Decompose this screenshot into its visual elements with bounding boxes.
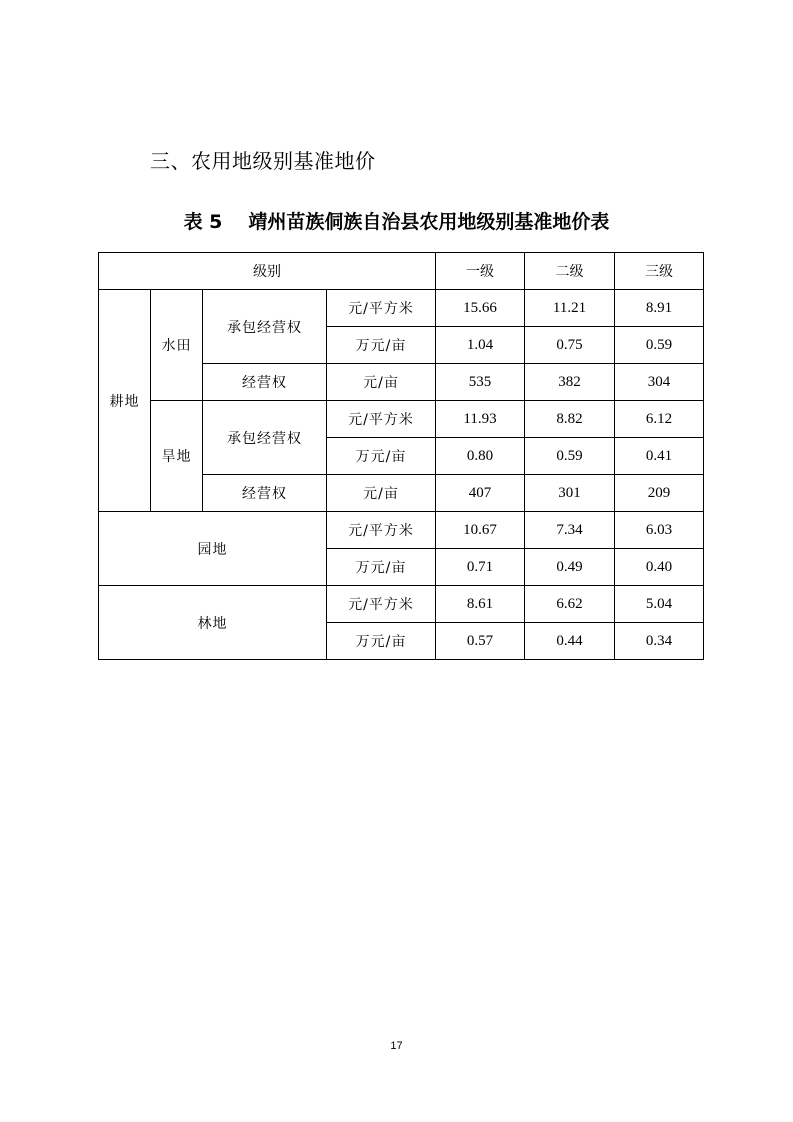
land-price-table bbox=[98, 252, 704, 660]
price-grade-1: 535 bbox=[436, 364, 525, 401]
price-grade-1: 0.71 bbox=[436, 549, 525, 586]
price-grade-2: 0.44 bbox=[525, 623, 615, 660]
unit-cell: 万元/亩 bbox=[327, 549, 436, 586]
price-grade-3: 209 bbox=[615, 475, 704, 512]
subcategory-handi: 旱地 bbox=[151, 401, 203, 512]
header-category: 级别 bbox=[99, 253, 436, 290]
section-heading: 三、农用地级别基准地价 bbox=[150, 149, 376, 173]
table-header-row bbox=[99, 253, 704, 290]
price-grade-2: 0.49 bbox=[525, 549, 615, 586]
price-grade-3: 304 bbox=[615, 364, 704, 401]
price-grade-1: 8.61 bbox=[436, 586, 525, 623]
price-grade-3: 0.34 bbox=[615, 623, 704, 660]
price-grade-3: 5.04 bbox=[615, 586, 704, 623]
price-grade-1: 15.66 bbox=[436, 290, 525, 327]
unit-cell: 元/平方米 bbox=[327, 401, 436, 438]
price-grade-3: 6.12 bbox=[615, 401, 704, 438]
table-caption bbox=[0, 208, 793, 236]
category-yuandi: 园地 bbox=[99, 512, 327, 586]
price-grade-3: 8.91 bbox=[615, 290, 704, 327]
table-row bbox=[99, 586, 704, 623]
right-type-chengbao: 承包经营权 bbox=[203, 290, 327, 364]
price-grade-1: 0.80 bbox=[436, 438, 525, 475]
price-grade-1: 407 bbox=[436, 475, 525, 512]
unit-cell: 元/亩 bbox=[327, 364, 436, 401]
price-grade-2: 0.59 bbox=[525, 438, 615, 475]
price-grade-1: 1.04 bbox=[436, 327, 525, 364]
unit-cell: 万元/亩 bbox=[327, 623, 436, 660]
table-caption-title: 靖州苗族侗族自治县农用地级别基准地价表 bbox=[248, 211, 610, 233]
price-grade-2: 0.75 bbox=[525, 327, 615, 364]
price-grade-3: 6.03 bbox=[615, 512, 704, 549]
right-type-jingying: 经营权 bbox=[203, 364, 327, 401]
price-grade-3: 0.40 bbox=[615, 549, 704, 586]
header-grade-2: 二级 bbox=[525, 253, 615, 290]
subcategory-shuitian: 水田 bbox=[151, 290, 203, 401]
header-grade-3: 三级 bbox=[615, 253, 704, 290]
price-grade-2: 382 bbox=[525, 364, 615, 401]
header-grade-1: 一级 bbox=[436, 253, 525, 290]
price-grade-3: 0.59 bbox=[615, 327, 704, 364]
right-type-chengbao: 承包经营权 bbox=[203, 401, 327, 475]
table-row bbox=[99, 512, 704, 549]
table-row bbox=[99, 401, 704, 438]
page-number: 17 bbox=[390, 1040, 403, 1052]
price-grade-2: 11.21 bbox=[525, 290, 615, 327]
price-grade-1: 0.57 bbox=[436, 623, 525, 660]
price-grade-2: 8.82 bbox=[525, 401, 615, 438]
price-grade-1: 10.67 bbox=[436, 512, 525, 549]
right-type-jingying: 经营权 bbox=[203, 475, 327, 512]
unit-cell: 元/平方米 bbox=[327, 290, 436, 327]
price-grade-3: 0.41 bbox=[615, 438, 704, 475]
table-row bbox=[99, 290, 704, 327]
category-lindi: 林地 bbox=[99, 586, 327, 660]
unit-cell: 万元/亩 bbox=[327, 327, 436, 364]
table-caption-label: 表 5 bbox=[183, 211, 223, 233]
unit-cell: 万元/亩 bbox=[327, 438, 436, 475]
category-gengdi: 耕地 bbox=[99, 290, 151, 512]
price-grade-2: 6.62 bbox=[525, 586, 615, 623]
price-grade-1: 11.93 bbox=[436, 401, 525, 438]
price-grade-2: 7.34 bbox=[525, 512, 615, 549]
price-grade-2: 301 bbox=[525, 475, 615, 512]
unit-cell: 元/亩 bbox=[327, 475, 436, 512]
unit-cell: 元/平方米 bbox=[327, 512, 436, 549]
unit-cell: 元/平方米 bbox=[327, 586, 436, 623]
